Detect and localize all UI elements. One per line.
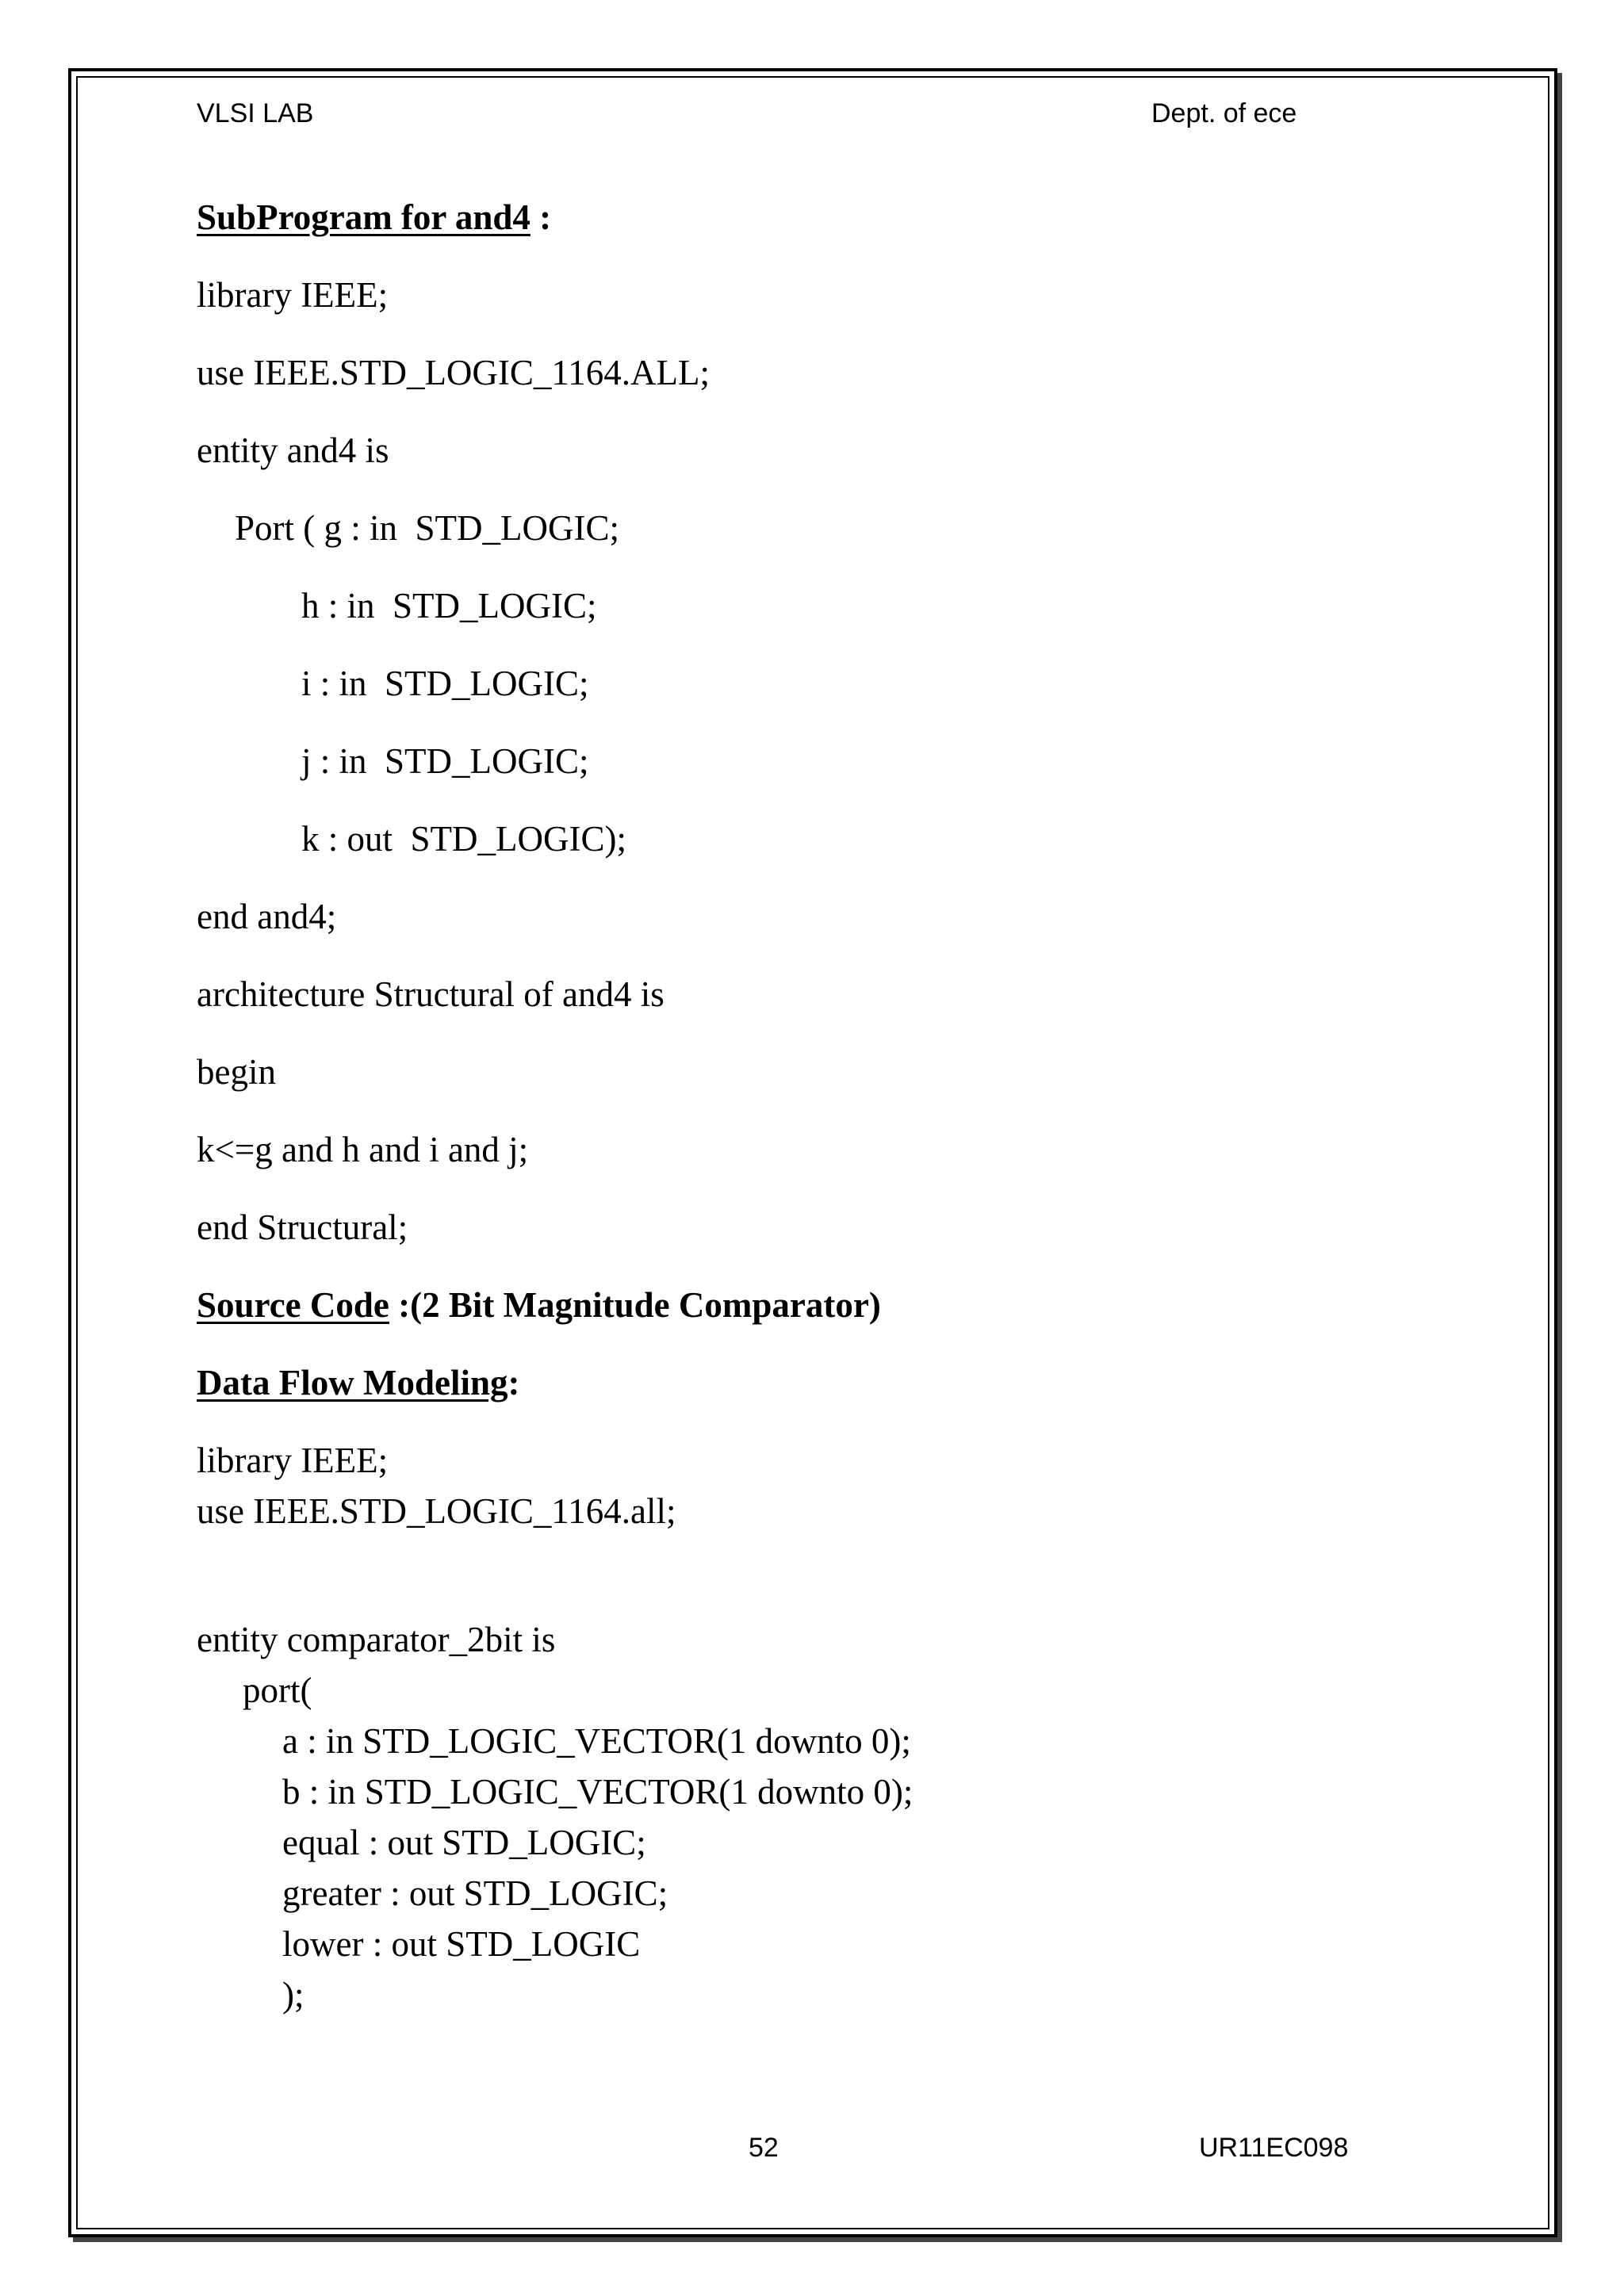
- section-heading-subprogram: [197, 197, 552, 237]
- code-line: entity and4 is: [197, 430, 389, 470]
- code-line: architecture Structural of and4 is: [197, 974, 665, 1014]
- code-line: h : in STD_LOGIC;: [301, 586, 597, 626]
- heading-suffix: :: [530, 197, 552, 237]
- heading-underlined-text: Source Code: [197, 1285, 389, 1325]
- code-line: lower : out STD_LOGIC: [282, 1924, 641, 1964]
- code-line: use IEEE.STD_LOGIC_1164.ALL;: [197, 353, 710, 392]
- heading-underlined-text: Data Flow Modeling: [197, 1363, 508, 1402]
- code-line: use IEEE.STD_LOGIC_1164.all;: [197, 1491, 676, 1531]
- code-line: k : out STD_LOGIC);: [301, 819, 626, 859]
- code-line: j : in STD_LOGIC;: [301, 741, 589, 781]
- section-heading-source-code: [197, 1285, 881, 1325]
- code-line: b : in STD_LOGIC_VECTOR(1 downto 0);: [282, 1772, 914, 1812]
- code-line: a : in STD_LOGIC_VECTOR(1 downto 0);: [282, 1721, 911, 1761]
- code-line: Port ( g : in STD_LOGIC;: [235, 508, 620, 548]
- code-line: begin: [197, 1052, 276, 1092]
- code-line: entity comparator_2bit is: [197, 1620, 556, 1659]
- code-line: greater : out STD_LOGIC;: [282, 1873, 668, 1913]
- code-line: k<=g and h and i and j;: [197, 1130, 529, 1169]
- header-right: Dept. of ece: [1151, 98, 1297, 128]
- code-line: i : in STD_LOGIC;: [301, 664, 589, 703]
- footer-id: UR11EC098: [1199, 2133, 1349, 2163]
- header-left: VLSI LAB: [197, 98, 314, 128]
- heading-suffix: :: [508, 1363, 520, 1402]
- code-line: library IEEE;: [197, 275, 389, 315]
- code-line: end Structural;: [197, 1207, 408, 1247]
- page-number: 52: [749, 2133, 779, 2163]
- heading-suffix: :(2 Bit Magnitude Comparator): [389, 1285, 881, 1325]
- section-heading-data-flow: [197, 1365, 519, 1401]
- code-line: equal : out STD_LOGIC;: [282, 1823, 646, 1862]
- code-line: end and4;: [197, 897, 337, 936]
- heading-underlined-text: SubProgram for and4: [197, 197, 530, 237]
- code-line: );: [282, 1975, 304, 2015]
- code-line: library IEEE;: [197, 1441, 389, 1480]
- code-line: port(: [243, 1670, 312, 1710]
